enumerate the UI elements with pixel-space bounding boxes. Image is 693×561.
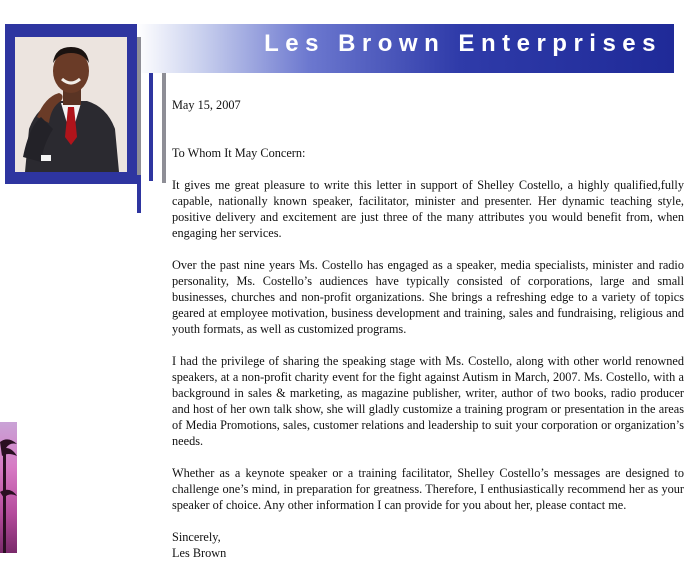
portrait-illustration bbox=[15, 37, 127, 172]
letter-paragraph: Whether as a keynote speaker or a training facilitator, Shelley Costello’s messages are designed to challenge one’s mind, in preparation for greatness. Therefore, I enthusiastically recommend her as your speaker of choice. Any other information I can provide for you about her, please contact me. bbox=[172, 466, 684, 512]
decorative-bar bbox=[137, 37, 141, 175]
letter-paragraph: Over the past nine years Ms. Costello has engaged as a speaker, media specialists, minister and radio personality, Ms. Costello’s audiences have typically consisted of corporations, large and small businesses, churches and non-profit organizations. She brings a refreshing edge to a variety of topics geared at employee motivation, business development and training, sales and fundraising, religious and youth formats, as well as customized programs. bbox=[172, 258, 684, 336]
header-banner bbox=[137, 24, 674, 73]
letter-closing: Sincerely, bbox=[172, 530, 221, 544]
palm-tree-image bbox=[0, 422, 17, 553]
company-title: Les Brown Enterprises bbox=[264, 30, 662, 57]
palm-silhouette-icon bbox=[0, 422, 17, 553]
portrait-photo bbox=[15, 37, 127, 172]
letter-salutation: To Whom It May Concern: bbox=[172, 146, 306, 160]
decorative-bar bbox=[149, 73, 153, 181]
decorative-bar bbox=[137, 175, 141, 213]
letter-date: May 15, 2007 bbox=[172, 98, 241, 112]
letter-paragraph: I had the privilege of sharing the speaking stage with Ms. Costello, along with other world renowned speakers, at a non-profit charity event for the fight against Autism in March, 2007. Ms. Costello, with a background in sales & marketing, as magazine publisher, writer, author of two books, radio producer and host of her own talk show, she will gladly customize a training program or presentation in the areas of Media Promotions, sales, customer relations and leadership to suit your corporation or organization’s needs. bbox=[172, 354, 684, 448]
letter-signature: Les Brown bbox=[172, 546, 227, 560]
letter-body bbox=[172, 97, 684, 561]
decorative-bar bbox=[162, 73, 166, 183]
letter-paragraph: It gives me great pleasure to write this letter in support of Shelley Costello, a highly qualified,fully capable, nationally known speaker, facilitator, minister and presenter. Her dynamic teaching style, positive delivery and excitement are just three of the many attributes you would benefit from, when engaging her services. bbox=[172, 178, 684, 240]
